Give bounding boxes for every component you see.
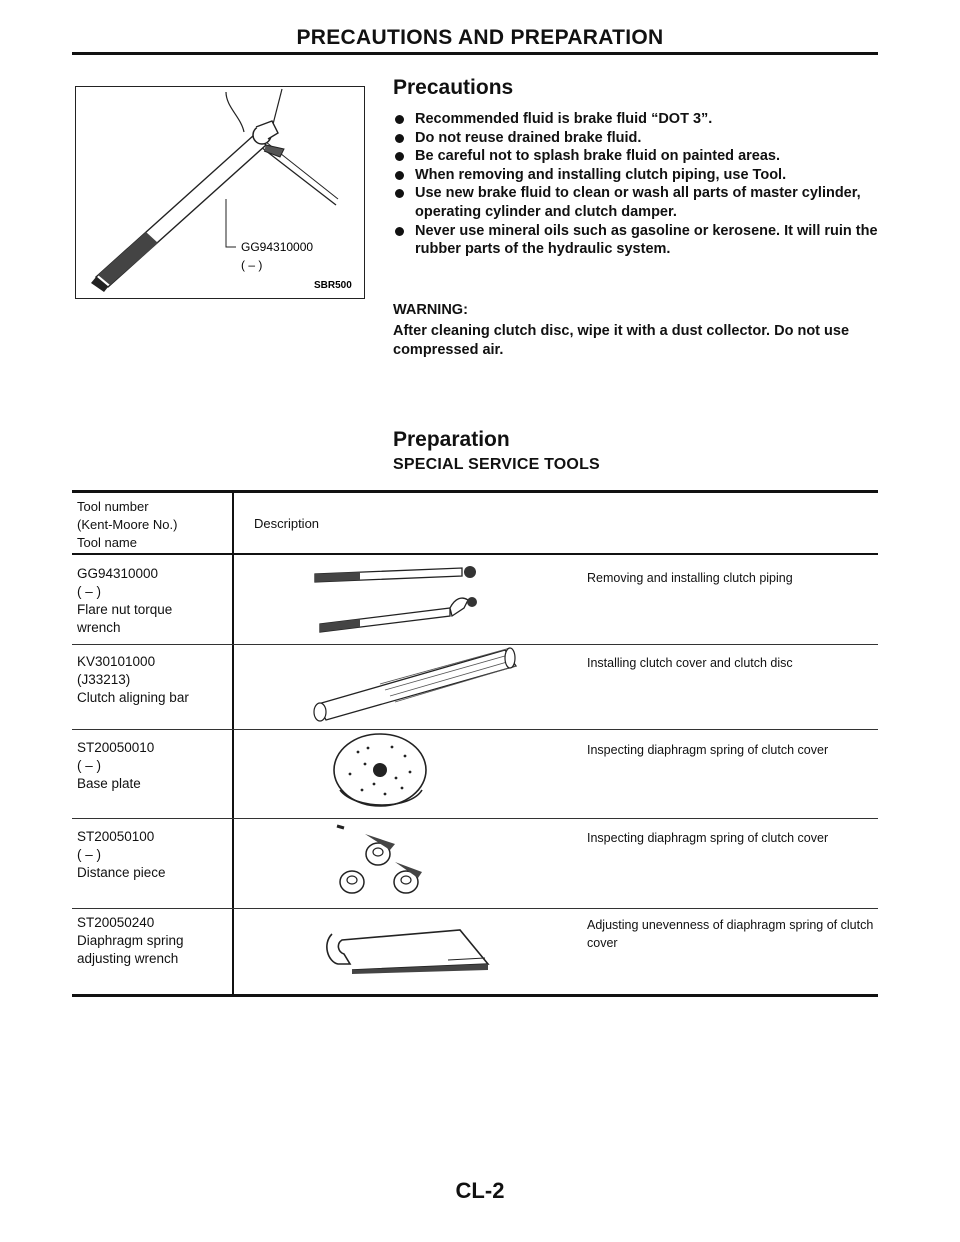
- page-number: CL-2: [455, 1178, 505, 1203]
- base-plate-icon: [240, 730, 440, 816]
- bullet-icon: [395, 134, 404, 143]
- table-row-description: Adjusting unevenness of diaphragm spring of clutch cover: [587, 918, 874, 950]
- table-row-description: Inspecting diaphragm spring of clutch cover: [587, 743, 829, 757]
- table-row-description: Removing and installing clutch piping: [587, 571, 793, 585]
- bullet-icon: [395, 227, 404, 236]
- figure-tool-kent-moore: ( – ): [241, 258, 263, 272]
- warning-title: WARNING:: [393, 302, 468, 318]
- table-row-tool: KV30101000 (J33213) Clutch aligning bar: [77, 654, 189, 705]
- precaution-item: Do not reuse drained brake fluid.: [393, 129, 883, 148]
- figure-tool-code: GG94310000: [241, 240, 314, 254]
- header-rule: [72, 52, 878, 55]
- figure-ref-code: SBR500: [314, 280, 352, 291]
- table-row-divider: [72, 818, 878, 819]
- table-column-divider: [232, 490, 234, 995]
- distance-piece-icon: [240, 820, 440, 906]
- diaphragm-spring-wrench-icon: [240, 914, 540, 986]
- table-row-tool: ST20050010 ( – ) Base plate: [77, 740, 155, 791]
- precaution-item: When removing and installing clutch piping, use Tool.: [393, 166, 883, 185]
- table-bottom-rule: [72, 994, 878, 997]
- precaution-item: Use new brake fluid to clean or wash all parts of master cylinder, operating cylinder and clutch damper.: [393, 184, 883, 221]
- special-service-tools-heading: SPECIAL SERVICE TOOLS: [393, 456, 600, 473]
- precautions-heading: Precautions: [393, 76, 514, 99]
- tool-illustration-figure: [75, 86, 365, 299]
- table-row-divider: [72, 729, 878, 730]
- table-row-tool: ST20050100 ( – ) Distance piece: [77, 829, 166, 880]
- precaution-item: Be careful not to splash brake fluid on painted areas.: [393, 147, 883, 166]
- column-header-tool: Tool number (Kent-Moore No.) Tool name: [77, 499, 178, 550]
- table-header-rule: [72, 553, 878, 555]
- table-row-tool: GG94310000 ( – ) Flare nut torque wrench: [77, 566, 173, 635]
- precaution-item: Recommended fluid is brake fluid “DOT 3”.: [393, 110, 883, 129]
- flare-nut-wrench-illustration-icon: [76, 87, 366, 300]
- table-top-rule: [72, 490, 878, 493]
- table-row-description: Installing clutch cover and clutch disc: [587, 656, 793, 670]
- bullet-icon: [395, 115, 404, 124]
- bullet-icon: [395, 152, 404, 161]
- preparation-heading: Preparation: [393, 428, 510, 451]
- warning-body: After cleaning clutch disc, wipe it with a dust collector. Do not use compressed air.: [393, 323, 850, 358]
- bullet-icon: [395, 171, 404, 180]
- table-row-divider: [72, 644, 878, 645]
- column-header-description: Description: [254, 516, 320, 531]
- page-title: PRECAUTIONS AND PREPARATION: [296, 26, 664, 49]
- table-row-divider: [72, 908, 878, 909]
- table-row-description: Inspecting diaphragm spring of clutch cover: [587, 831, 829, 845]
- precaution-item: Never use mineral oils such as gasoline or kerosene. It will ruin the rubber parts of the hydraulic system.: [393, 222, 883, 259]
- precautions-list: [393, 110, 883, 259]
- clutch-aligning-bar-icon: [240, 646, 530, 726]
- bullet-icon: [395, 189, 404, 198]
- flare-nut-wrench-icon: [240, 560, 500, 640]
- table-row-tool: ST20050240 Diaphragm spring adjusting wrench: [77, 915, 184, 966]
